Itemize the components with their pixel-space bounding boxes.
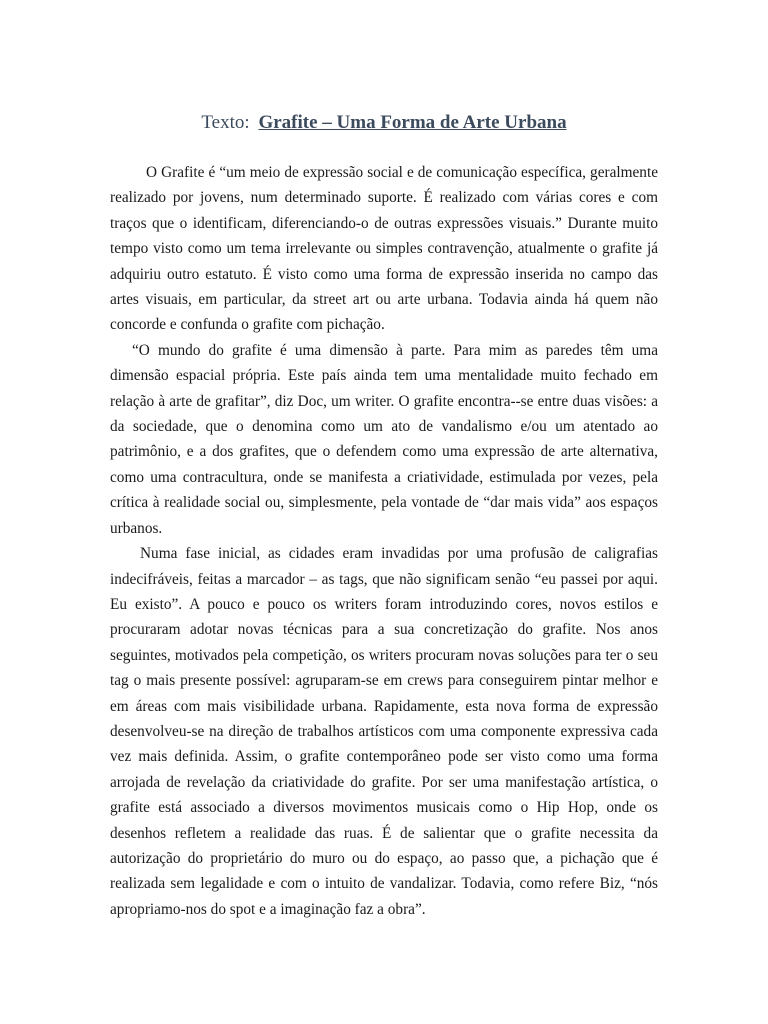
title-label: Texto: — [201, 112, 250, 133]
title-name: Grafite – Uma Forma de Arte Urbana — [258, 112, 567, 133]
paragraph-3: Numa fase inicial, as cidades eram invadidas por uma profusão de caligrafias indecifráveis, feitas a marcador – as tags, que não significam senão “eu passei por aqui. Eu existo”. A pouco e pouco os writers foram introduzindo cores, novos estilos e procuraram adotar novas técnicas para a sua concretização do grafite. Nos anos seguintes, motivados pela competição, os writers procuram novas soluções para ter o seu tag o mais presente possível: agruparam-se em crews para conseguirem pintar melhor e em áreas com mais visibilidade urbana. Rapidamente, esta nova forma de expressão desenvolveu-se na direção de trabalhos artísticos com uma componente expressiva cada vez mais definida. Assim, o grafite contemporâneo pode ser visto como uma forma arrojada de revelação da criatividade do grafite. Por ser uma manifestação artística, o grafite está associado a diversos movimentos musicais como o Hip Hop, onde os desenhos refletem a realidade das ruas. É de salientar que o grafite necessita da autorização do proprietário do muro ou do espaço, ao passo que, a pichação que é realizada sem legalidade e com o intuito de vandalizar. Todavia, como refere Biz, “nós apropriamo-nos do spot e a imaginação faz a obra”. — [110, 545, 658, 918]
document-body — [110, 160, 658, 922]
paragraph-1: O Grafite é “um meio de expressão social e de comunicação específica, geralmente realizado por jovens, num determinado suporte. É realizado com várias cores e com traços que o identificam, diferenciando-o de outras expressões visuais.” Durante muito tempo visto como um tema irrelevante ou simples contravenção, atualmente o grafite já adquiriu outro estatuto. É visto como uma forma de expressão inserida no campo das artes visuais, em particular, da street art ou arte urbana. Todavia ainda há quem não concorde e confunda o grafite com pichação. — [110, 164, 658, 334]
paragraph-2: “O mundo do grafite é uma dimensão à parte. Para mim as paredes têm uma dimensão espacial própria. Este país ainda tem uma mentalidade muito fechado em relação à arte de grafitar”, diz Doc, um writer. O grafite encontra--se entre duas visões: a da sociedade, que o denomina como um ato de vandalismo e/ou um atentado ao patrimônio, e a dos grafites, que o defendem como uma expressão de arte alternativa, como uma contracultura, onde se manifesta a criatividade, estimulada por vezes, pela crítica à realidade social ou, simplesmente, pela vontade de “dar mais vida” aos espaços urbanos. — [110, 341, 658, 537]
document-title — [0, 112, 768, 134]
